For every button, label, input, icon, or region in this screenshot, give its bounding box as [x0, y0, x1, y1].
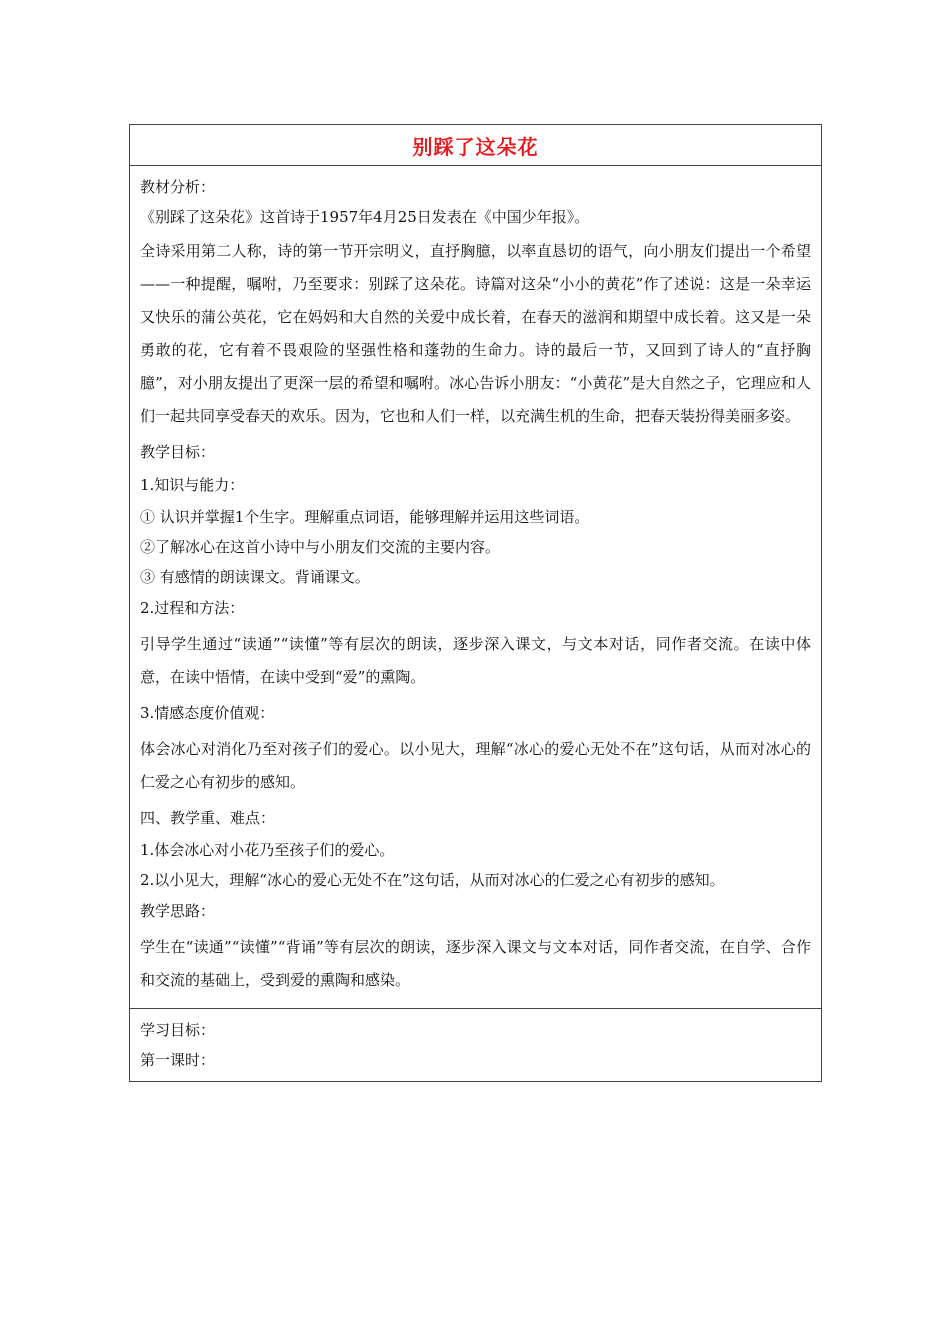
content-cell [130, 166, 821, 1009]
emotion-body: 体会冰心对消化乃至对孩子们的爱心。以小见大，理解“冰心的爱心无处不在”这句话，从而对冰心的仁爱之心有初步的感知。 [140, 740, 811, 791]
process-heading: 2.过程和方法： [140, 599, 245, 617]
study-cell [130, 1009, 821, 1081]
key-heading: 四、教学重、难点： [140, 809, 276, 827]
lesson-heading: 第一课时： [140, 1051, 216, 1069]
knowledge-heading: 1.知识与能力： [140, 476, 245, 494]
knowledge-item: ① 认识并掌握1个生字。理解重点词语，能够理解并运用这些词语。 [140, 508, 590, 526]
lesson-plan-table [129, 124, 822, 1082]
analysis-source: 《别踩了这朵花》这首诗于1957年4月25日发表在《中国少年报》。 [140, 208, 590, 226]
knowledge-item: ②了解冰心在这首小诗中与小朋友们交流的主要内容。 [140, 538, 501, 556]
analysis-body: 全诗采用第二人称，诗的第一节开宗明义，直抒胸臆，以率直恳切的语气，向小朋友们提出一个希望——一种提醒，嘱咐，乃至要求：别踩了这朵花。诗篇对这朵“小小的黄花”作了述说：这是一朵幸运又快乐的蒲公英花，它在妈妈和大自然的关爱中成长着，在春天的滋润和期望中成长着。这又是一朵勇敢的花，它有着不畏艰险的坚强性格和蓬勃的生命力。诗的最后一节，又回到了诗人的“直抒胸臆”，对小朋友提出了更深一层的希望和嘱咐。冰心告诉小朋友：“小黄花”是大自然之子，它理应和人们一起共同享受春天的欢乐。因为，它也和人们一样，以充满生机的生命，把春天装扮得美丽多姿。 [140, 242, 811, 425]
document-title: 别踩了这朵花 [412, 134, 539, 159]
goals-heading: 教学目标： [140, 443, 216, 461]
thinking-heading: 教学思路： [140, 902, 216, 920]
title-row [130, 125, 821, 166]
process-body: 引导学生通过“读通”“读懂”等有层次的朗读，逐步深入课文，与文本对话，同作者交流。在读中体意，在读中悟情，在读中受到“爱”的熏陶。 [140, 635, 811, 686]
key-item: 2.以小见大，理解“冰心的爱心无处不在”这句话，从而对冰心的仁爱之心有初步的感知。 [140, 871, 725, 889]
knowledge-item: ③ 有感情的朗读课文。背诵课文。 [140, 568, 370, 586]
study-heading: 学习目标： [140, 1021, 216, 1039]
key-item: 1.体会冰心对小花乃至孩子们的爱心。 [140, 841, 395, 859]
thinking-body: 学生在“读通”“读懂”“背诵”等有层次的朗读，逐步深入课文与文本对话，同作者交流，在自学、合作和交流的基础上，受到爱的熏陶和感染。 [140, 938, 811, 989]
emotion-heading: 3.情感态度价值观： [140, 704, 275, 722]
analysis-heading: 教材分析： [140, 178, 216, 196]
